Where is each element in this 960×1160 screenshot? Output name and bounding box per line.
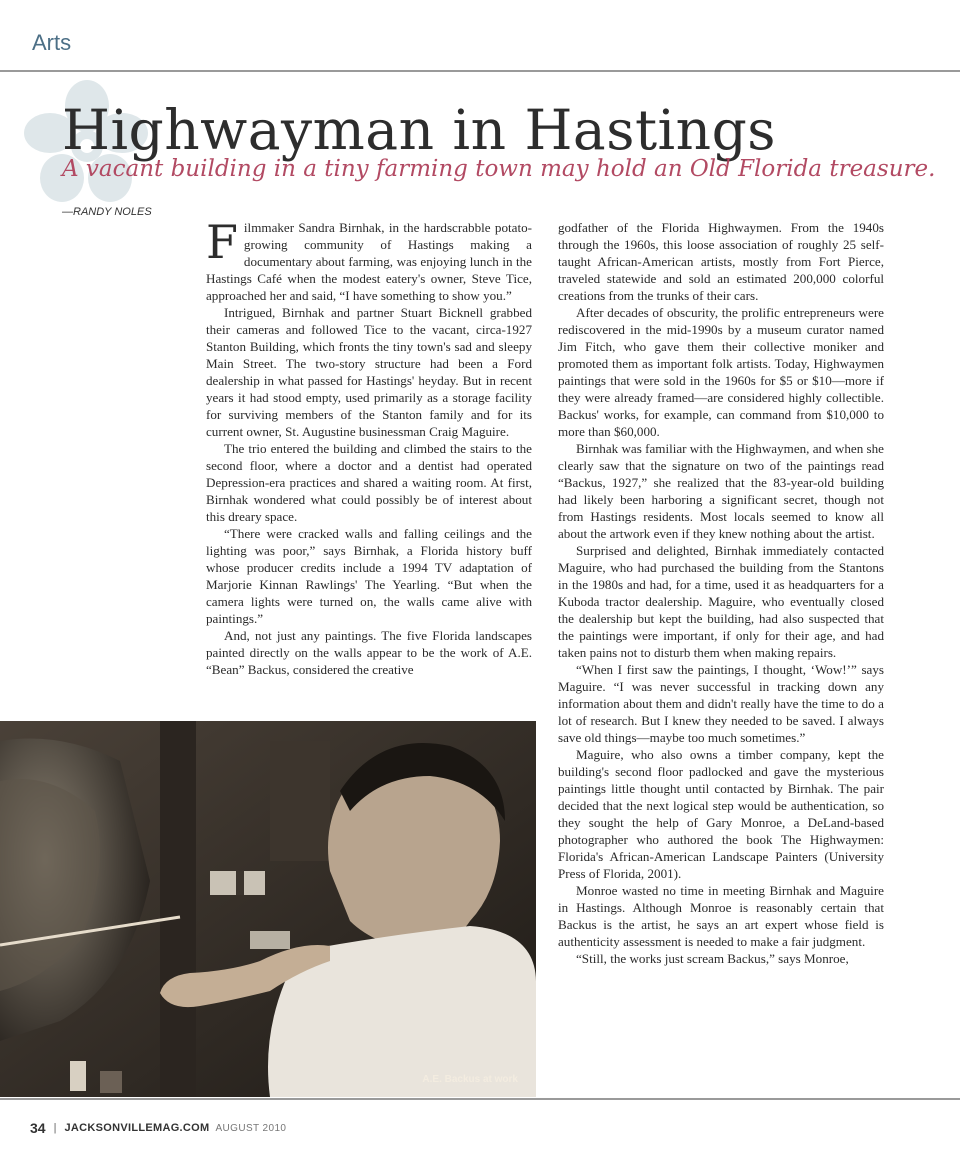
magazine-website: JACKSONVILLEMAG.COM — [64, 1122, 210, 1134]
paragraph: The trio entered the building and climbed the stairs to the second floor, where a doctor and a dentist had operated Depression-era practices and shared a waiting room. At first, Birnhak wondered what could possibly be of interest about this dreary space. — [206, 441, 532, 524]
paragraph: And, not just any paintings. The five Florida landscapes painted directly on the walls appear to be the work of A.E. “Bean” Backus, considered the creative — [206, 628, 532, 677]
article-column-2 — [558, 219, 884, 967]
page-footer — [30, 1120, 286, 1136]
headline: Highwayman in Hastings — [62, 98, 776, 162]
paragraph: “When I first saw the paintings, I thought, ‘Wow!’” says Maguire. “I was never successful in tracking down any information about them and didn't really have the time to do a lot of research. But I knew they needed to be saved. I always save old things—maybe too much sometimes.” — [558, 662, 884, 745]
footer-separator: | — [53, 1122, 57, 1134]
paragraph: “There were cracked walls and falling ceilings and the lighting was poor,” says Birnhak, a Florida history buff whose producer credits include a 1994 TV adaptation of Marjorie Kinnan Rawlings' The Yearling. “But when the camera lights were turned on, the walls came alive with paintings.” — [206, 526, 532, 626]
byline: —RANDY NOLES — [62, 206, 152, 218]
top-rule — [0, 70, 960, 72]
photo-caption: A.E. Backus at work — [422, 1074, 518, 1085]
paragraph-text: ilmmaker Sandra Birnhak, in the hardscrabble potato-growing community of Hastings making a documentary about farming, was enjoying lunch in the Hastings Café when the modest eatery's owner, Steve Tice, approached her and said, “I have something to show you.” — [206, 220, 532, 303]
paragraph: “Still, the works just scream Backus,” says Monroe, — [576, 951, 849, 966]
deck-subtitle: A vacant building in a tiny farming town may hold an Old Florida treasure. — [62, 156, 936, 182]
paragraph: Intrigued, Birnhak and partner Stuart Bicknell grabbed their cameras and followed Tice to the vacant, circa-1927 Stanton Building, which fronts the tiny town's sad and sleepy Main Street. The two-story structure had been a Ford dealership in what passed for Hastings' heyday. But in recent years it had stood empty, used primarily as a storage facility for surviving members of the Stanton family and for its current owner, St. Augustine businessman Craig Maguire. — [206, 305, 532, 439]
drop-cap: F — [206, 215, 238, 269]
paragraph: godfather of the Florida Highwaymen. From the 1940s through the 1960s, this loose association of roughly 25 self-taught African-American artists, mostly from Fort Pierce, traveled statewide and sold an estimated 200,000 colorful creations from the trunks of their cars. — [558, 220, 884, 303]
bottom-rule — [0, 1098, 960, 1100]
artist-photo — [0, 721, 536, 1097]
paragraph — [206, 215, 532, 304]
issue-date: AUGUST 2010 — [215, 1122, 287, 1134]
page-number: 34 — [30, 1120, 46, 1136]
paragraph: Birnhak was familiar with the Highwaymen, and when she clearly saw that the signature on two of the paintings read “Backus, 1927,” she realized that the 83-year-old building had likely been harboring a significant secret, though not from Hastings residents. Most locals seemed to know all about the artwork even if they knew nothing about the artist. — [558, 441, 884, 541]
paragraph: Monroe wasted no time in meeting Birnhak and Maguire in Hastings. Although Monroe is reasonably certain that Backus is the artist, he says an art expert whose field is authenticity assessment is needed to make a fair judgment. — [558, 883, 884, 949]
paragraph: Surprised and delighted, Birnhak immediately contacted Maguire, who had purchased the building from the Stantons in the 1980s and had, for a time, used it as headquarters for a Kuboda tractor dealership. Maguire, who eventually closed the dealership but kept the building, had also suspected that the paintings were important, if only for their age, and had taken pains not to disturb them when making repairs. — [558, 543, 884, 660]
paragraph: After decades of obscurity, the prolific entrepreneurs were rediscovered in the mid-1990s by a museum curator named Jim Fitch, who gave them their collective moniker and promoted them as important folk artists. Today, Highwaymen paintings that were sold in the 1960s for $5 or $10—more if they were already framed—are considered highly collectible. Backus' works, for example, can command from $10,000 to more than $60,000. — [558, 305, 884, 439]
artist-painting-image — [0, 721, 536, 1097]
paragraph: Maguire, who also owns a timber company, kept the building's second floor padlocked and gave the mysterious paintings little thought until contacted by Birnhak. The pair decided that the next logical step would be authentication, so they sought the help of Gary Monroe, a DeLand-based photographer who authored the book The Highwaymen: Florida's African-American Landscape Painters (University Press of Florida, 2001). — [558, 747, 884, 881]
section-label: Arts — [32, 30, 72, 55]
article-column-1 — [206, 215, 532, 678]
